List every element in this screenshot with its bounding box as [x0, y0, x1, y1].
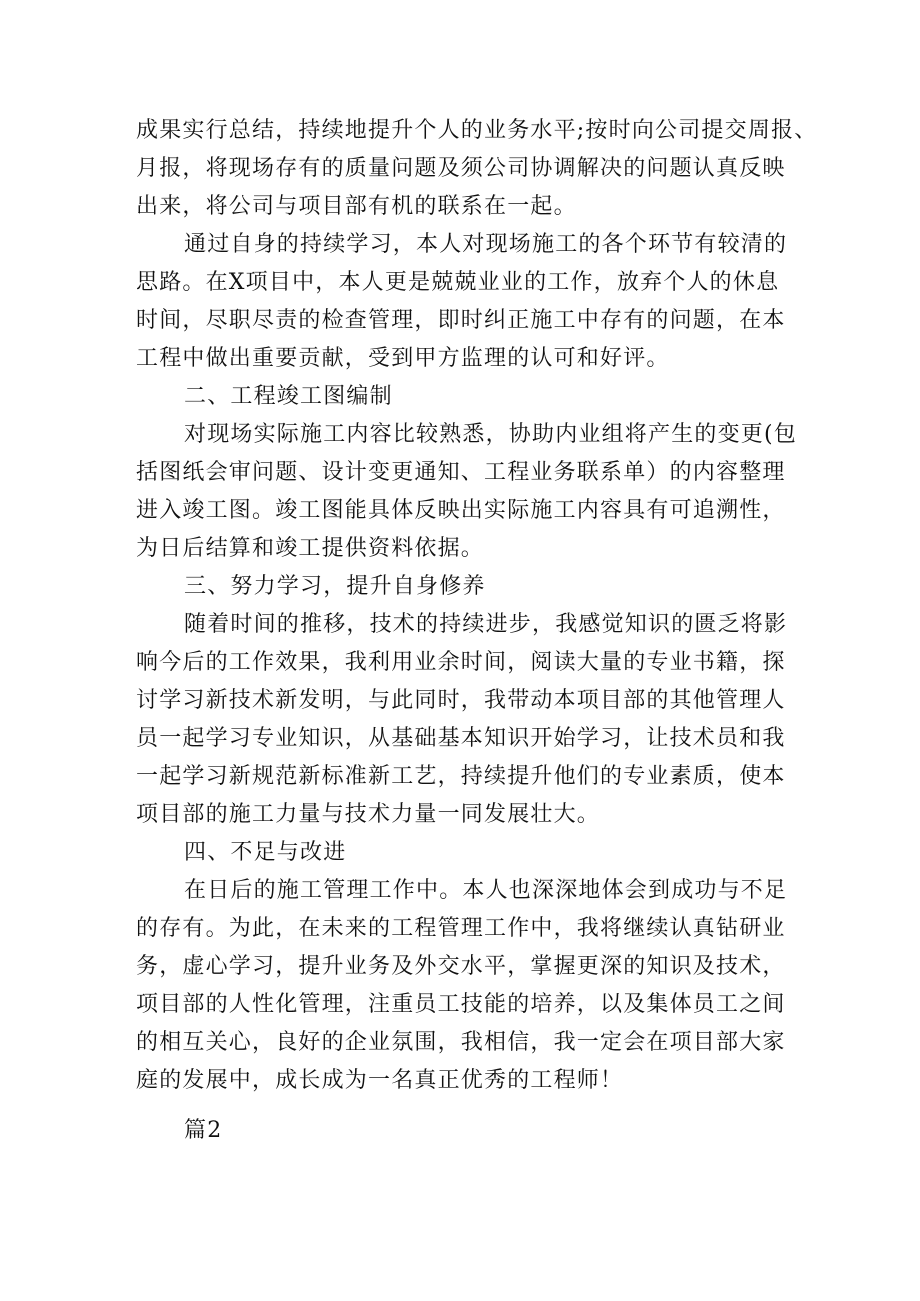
body-text-line: 出来，将公司与项目部有机的联系在一起。	[136, 194, 577, 219]
body-text-line: 进入竣工图。竣工图能具体反映出实际施工内容具有可追溯性，	[136, 498, 786, 523]
paragraph-first-line: 随着时间的推移，技术的持续进步，我感觉知识的匮乏将影	[184, 612, 788, 637]
section-heading: 三、努力学习，提升自身修养	[184, 574, 486, 599]
body-text-line: 为日后结算和竣工提供资料依据。	[136, 536, 485, 561]
body-text-line: 员一起学习专业知识，从基础基本知识开始学习，让技术员和我	[136, 726, 786, 751]
body-text-line: 月报，将现场存有的质量问题及须公司协调解决的问题认真反映	[136, 156, 786, 181]
body-text-line: 项目部的人性化管理，注重员工技能的培养，以及集体员工之间	[136, 992, 786, 1017]
body-text-line: 响今后的工作效果，我利用业余时间，阅读大量的专业书籍，探	[136, 650, 786, 675]
body-text-line: 项目部的施工力量与技术力量一同发展壮大。	[136, 802, 601, 827]
body-text-line: 成果实行总结，持续地提升个人的业务水平;按时向公司提交周报、	[136, 118, 818, 143]
body-text-line: 括图纸会审问题、设计变更通知、工程业务联系单）的内容整理	[136, 460, 786, 485]
paragraph-first-line: 在日后的施工管理工作中。本人也深深地体会到成功与不足	[184, 878, 788, 903]
paragraph-first-line: 对现场实际施工内容比较熟悉，协助内业组将产生的变更(包	[184, 422, 797, 447]
section-heading: 二、工程竣工图编制	[184, 384, 393, 409]
paragraph-first-line: 通过自身的持续学习，本人对现场施工的各个环节有较清的	[184, 232, 788, 257]
body-text-line: 庭的发展中，成长成为一名真正优秀的工程师！	[136, 1068, 624, 1093]
body-text-line: 工程中做出重要贡献，受到甲方监理的认可和好评。	[136, 346, 670, 371]
body-text-line: 务，虚心学习，提升业务及外交水平，掌握更深的知识及技术，	[136, 954, 786, 979]
body-text-line: 讨学习新技术新发明，与此同时，我带动本项目部的其他管理人	[136, 688, 786, 713]
body-text-line: 一起学习新规范新标准新工艺，持续提升他们的专业素质，使本	[136, 764, 786, 789]
article-heading: 篇2	[184, 1118, 223, 1143]
section-heading: 四、不足与改进	[184, 840, 347, 865]
body-text-line: 的相互关心，良好的企业氛围，我相信，我一定会在项目部大家	[136, 1030, 786, 1055]
body-text-line: 思路。在X项目中，本人更是兢兢业业的工作，放弃个人的休息	[136, 270, 780, 295]
body-text-line: 的存有。为此，在未来的工程管理工作中，我将继续认真钻研业	[136, 916, 786, 941]
body-text-line: 时间，尽职尽责的检查管理，即时纠正施工中存有的问题，在本	[136, 308, 786, 333]
